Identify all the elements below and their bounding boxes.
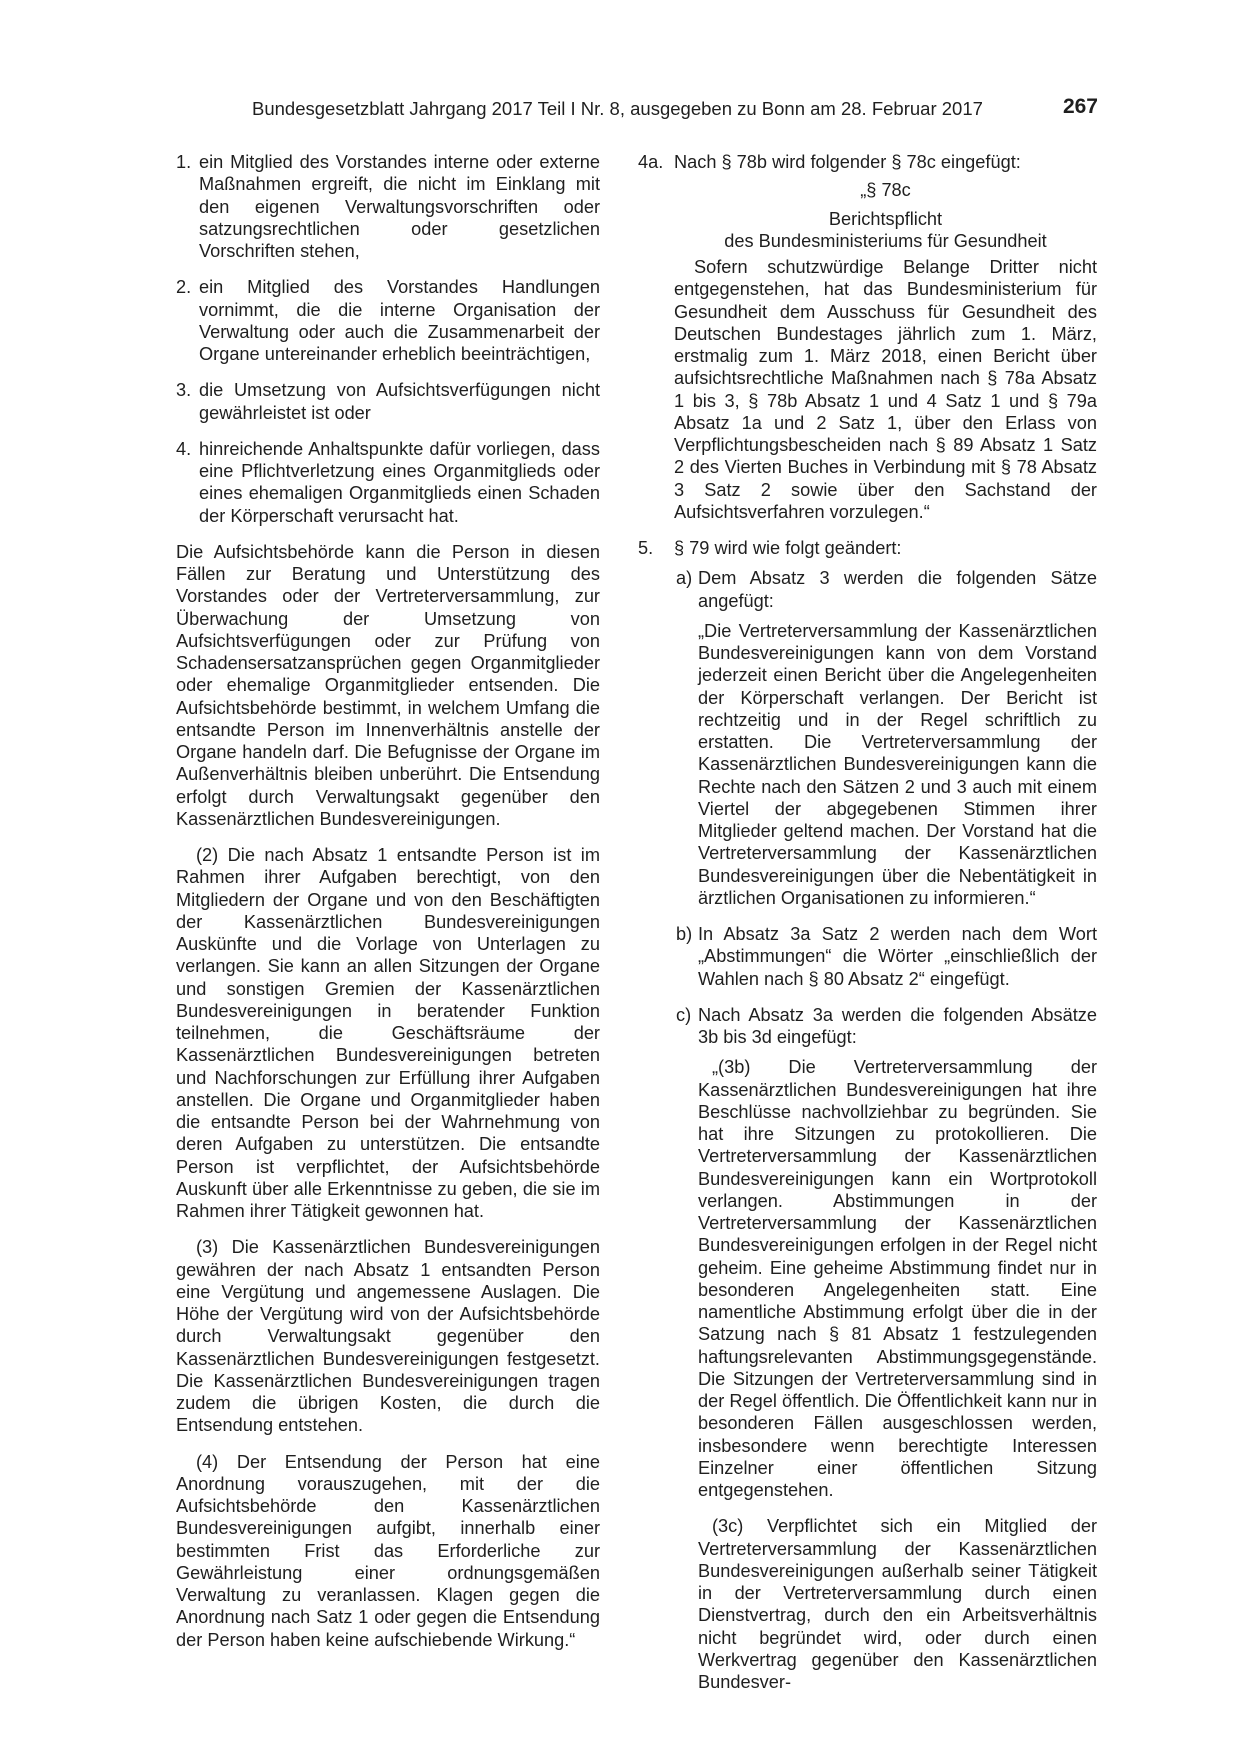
page-header — [0, 95, 1241, 128]
quoted-text: „Die Vertreterversammlung der Kassenärztlichen Bundesvereinigungen kann von dem Vorstand jederzeit einen Bericht über die Angelegenheiten der Körperschaft verlangen. Der Bericht ist rechtzeitig und in der Regel schriftlich zu erstatten. Die Vertreterversammlung der Kassenärztlichen Bundesvereinigungen kann die Rechte nach den Sätzen 2 und 3 auch mit einem Viertel der abgegebenen Stimmen ihrer Mitglieder geltend machen. Der Vorstand hat die Vertreterversammlung der Kassenärztlichen Bundesvereinigungen über die Nebentätigkeit in ärztlichen Organisationen zu informieren.“ — [698, 620, 1097, 908]
amendment-intro: § 79 wird wie folgt geändert: — [674, 538, 902, 558]
paragraph-2: (2) Die nach Absatz 1 entsandte Person ist im Rahmen ihrer Aufgaben berechtigt, von den Mitgliedern der Organe und von den Beschäftigten der Kassenärztlichen Bundesvereinigungen Auskünfte und die Vorlage von Unterlagen zu verlangen. Sie kann an allen Sitzungen der Organe und sonstigen Gremien der Kassenärztlichen Bundesvereinigungen in beratender Funktion teilnehmen, die Geschäftsräume der Kassenärztlichen Bundesvereinigungen betreten und Nachforschungen zur Erfüllung ihrer Aufgaben anstellen. Die Organe und Organmitglieder haben die entsandte Person bei der Wahrnehmung von deren Aufgaben zu unterstützen. Die entsandte Person ist verpflichtet, der Aufsichtsbehörde Auskunft über alle Erkenntnisse zu geben, die sie im Rahmen ihrer Tätigkeit gewonnen hat. — [176, 845, 600, 1221]
sub-item-b — [676, 923, 1097, 990]
amendment-4a — [638, 151, 1097, 523]
paragraph-3c: (3c) Verpflichtet sich ein Mitglied der Vertreterversammlung der Kassenärztlichen Bundesvereinigungen außerhalb seiner Tätigkeit in der Vertreterversammlung durch einen Dienstvertrag, durch den ein Arbeitsverhältnis nicht begründet wird, oder durch einen Werkvertrag gegenüber den Kassenärztlichen Bundesver- — [698, 1516, 1097, 1692]
list-item — [176, 438, 600, 527]
paragraph-4: (4) Der Entsendung der Person hat eine Anordnung vorauszugehen, mit der die Aufsichtsbehörde den Kassenärztlichen Bundesvereinigungen aufgibt, innerhalb einer bestimmten Frist das Erforderliche zur Gewährleistung einer ordnungsgemäßen Verwaltung zu veranlassen. Klagen gegen die Anordnung nach Satz 1 oder gegen die Entsendung der Person haben keine aufschiebende Wirkung.“ — [176, 1451, 600, 1650]
section-heading: Berichtspflicht — [828, 208, 943, 229]
body-paragraph: Die Aufsichtsbehörde kann die Person in diesen Fällen zur Beratung und Unterstützung des Vorstandes oder der Vertreterversammlung, zur Überwachung der Umsetzung von Aufsichtsverfügungen oder zur Prüfung von Schadensersatzansprüchen gegen Organmitglieder oder ehemalige Organmitglieder entsenden. Die Aufsichtsbehörde bestimmt, in welchem Umfang die entsandte Person im Innenverhältnis anstelle der Organe handeln darf. Die Befugnisse der Organe im Außenverhältnis bleiben unberührt. Die Entsendung erfolgt durch Verwaltungsakt gegenüber den Kassenärztlichen Bundesvereinigungen. — [176, 541, 600, 829]
sub-item-c — [676, 1004, 1097, 1694]
sub-item-intro: Nach Absatz 3a werden die folgenden Absätze 3b bis 3d eingefügt: — [698, 1004, 1097, 1047]
paragraph-3b: „(3b) Die Vertreterversammlung der Kassenärztlichen Bundesvereinigungen hat ihre Beschlüsse nachvollziehbar zu begründen. Sie hat ihre Sitzungen zu protokollieren. Die Vertreterversammlung der Kassenärztlichen Bundesvereinigungen kann ein Wortprotokoll verlangen. Abstimmungen in der Vertreterversammlung der Kassenärztlichen Bundesvereinigungen erfolgen in der Regel nicht geheim. Eine geheime Abstimmung findet nur in besonderen Angelegenheiten statt. Eine namentliche Abstimmung erfolgt über die in der Satzung nach § 81 Absatz 1 festzulegenden haftungsrelevanten Abstimmungsgegenstände. Die Sitzungen der Vertreterversammlung sind in der Regel öffentlich. Die Öffentlichkeit kann nur in besonderen Fällen ausgeschlossen werden, insbesondere wenn berechtigte Interessen Einzelner einer öffentlichen Sitzung entgegenstehen. — [698, 1057, 1097, 1500]
running-title: Bundesgesetzblatt Jahrgang 2017 Teil I Nr. 8, ausgegeben zu Bonn am 28. Februar 2017 — [252, 98, 983, 119]
amendment-intro: Nach § 78b wird folgender § 78c eingefügt: — [674, 152, 1021, 172]
paragraph-3: (3) Die Kassenärztlichen Bundesvereinigungen gewähren der nach Absatz 1 entsandten Person eine Vergütung und angemessene Auslagen. Die Höhe der Vergütung wird von der Aufsichtsbehörde durch Verwaltungsakt gegenüber den Kassenärztlichen Bundesvereinigungen festgesetzt. Die Kassenärztlichen Bundesvereinigungen tragen zudem die übrigen Kosten, die durch die Entsendung entstehen. — [176, 1237, 600, 1436]
section-number: „§ 78c — [860, 180, 911, 201]
list-item — [176, 151, 600, 262]
list-number: 3. — [176, 380, 192, 401]
list-text: die Umsetzung von Aufsichtsverfügungen nicht gewährleistet ist oder — [199, 380, 600, 423]
list-item — [176, 276, 600, 365]
list-text: hinreichende Anhaltspunkte dafür vorliegen, dass eine Pflichtverletzung eines Organmitglieds oder eines ehemaligen Organmitglieds einen Schaden der Körperschaft verursacht hat. — [199, 438, 600, 526]
list-number: 4. — [176, 438, 192, 459]
list-text: ein Mitglied des Vorstandes interne oder externe Maßnahmen ergreift, die nicht im Einklang mit den eigenen Verwaltungsvorschriften oder satzungsrechtlichen oder gesetzlichen Vorschriften stehen, — [199, 152, 600, 261]
amendment-number: 4a. — [638, 152, 664, 172]
sub-item-letter: a) — [676, 568, 693, 589]
sub-item-text: In Absatz 3a Satz 2 werden nach dem Wort „Abstimmungen“ die Wörter „einschließlich der Wahlen nach § 80 Absatz 2“ eingefügt. — [698, 924, 1097, 989]
sub-item-letter: c) — [676, 1004, 692, 1025]
list-number: 2. — [176, 277, 192, 298]
amendment-5 — [638, 537, 1097, 559]
sub-item-letter: b) — [676, 924, 693, 944]
list-item — [176, 379, 600, 424]
list-number: 1. — [176, 152, 192, 172]
page-number: 267 — [1062, 95, 1098, 118]
section-body: Sofern schutzwürdige Belange Dritter nicht entgegenstehen, hat das Bundesministerium für Gesundheit dem Ausschuss für Gesundheit des Deutschen Bundestages jährlich zum 1. März, erstmalig zum 1. März 2018, einen Bericht über aufsichtsrechtliche Maßnahmen nach § 78a Absatz 1 bis 3, § 78b Absatz 1 und 4 Satz 1 und § 79a Absatz 1a und 2 Satz 1, über den Erlass von Verpflichtungsbescheiden nach § 89 Absatz 1 Satz 2 des Vierten Buches in Verbindung mit § 78 Absatz 3 Satz 2 sowie über den Sachstand der Aufsichtsverfahren vorzulegen.“ — [674, 257, 1097, 522]
amendment-number: 5. — [638, 538, 654, 558]
right-column — [638, 151, 1097, 1707]
section-heading-line2: des Bundesministeriums für Gesundheit — [724, 230, 1047, 251]
left-column — [176, 151, 600, 1665]
list-text: ein Mitglied des Vorstandes Handlungen vornimmt, die die interne Organisation der Verwaltung oder auch die Zusammenarbeit der Organe untereinander erheblich beeinträchtigen, — [199, 277, 600, 364]
sub-item-intro: Dem Absatz 3 werden die folgenden Sätze angefügt: — [698, 568, 1097, 611]
sub-item-a — [676, 567, 1097, 909]
